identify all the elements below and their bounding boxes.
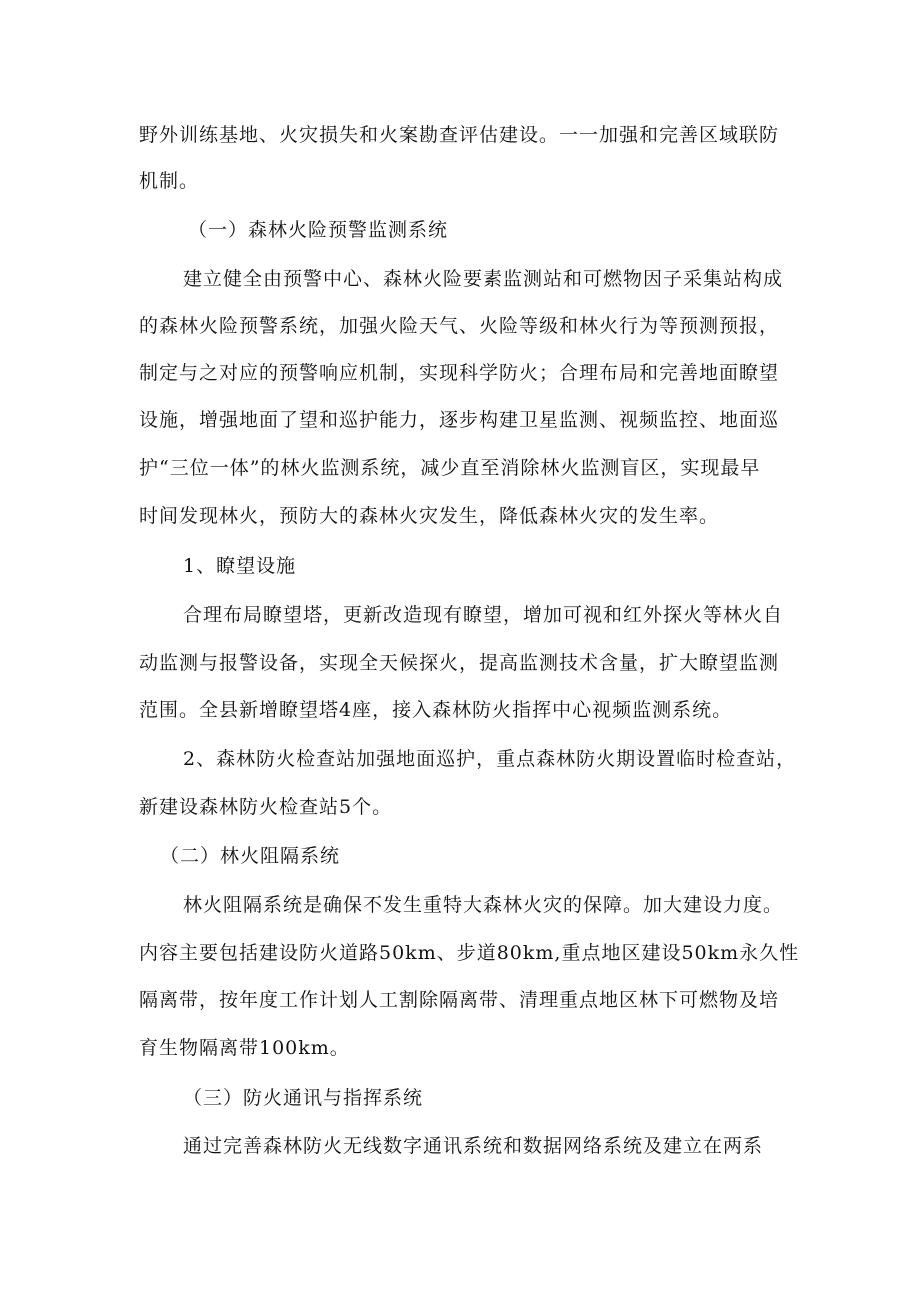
paragraph-line: 建立健全由预警中心、森林火险要素监测站和可燃物因子采集站构成 bbox=[183, 268, 784, 290]
paragraph-line: 通过完善森林防火无线数字通讯系统和数据网络系统及建立在两系 bbox=[183, 1135, 764, 1157]
paragraph-line: 育生物隔离带100km。 bbox=[139, 1037, 350, 1059]
section-heading-2: （二）林火阻隔系统 bbox=[160, 845, 341, 867]
paragraph-line: 内容主要包括建设防火道路50km、步道80km,重点地区建设50km永久性 bbox=[139, 942, 800, 964]
paragraph-line: 新建设森林防火检查站5个。 bbox=[139, 796, 393, 818]
subsection-heading: 1、瞭望设施 bbox=[183, 555, 297, 577]
paragraph-line: 2、森林防火检查站加强地面巡护，重点森林防火期设置临时检查站， bbox=[183, 748, 797, 770]
paragraph-line: 范围。全县新增瞭望塔4座，接入森林防火指挥中心视频监测系统。 bbox=[139, 699, 733, 721]
paragraph-line: 野外训练基地、火灾损失和火案勘查评估建设。一一加强和完善区域联防 bbox=[139, 124, 780, 146]
paragraph-line: 制定与之对应的预警响应机制，实现科学防火；合理布局和完善地面瞭望 bbox=[139, 362, 780, 384]
paragraph-line: 林火阻隔系统是确保不发生重特大森林火灾的保障。加大建设力度。 bbox=[183, 894, 784, 916]
paragraph-line: 合理布局瞭望塔，更新改造现有瞭望，增加可视和红外探火等林火自 bbox=[183, 604, 784, 626]
paragraph-line: 设施，增强地面了望和巡护能力，逐步构建卫星监测、视频监控、地面巡 bbox=[139, 409, 780, 431]
paragraph-line: 动监测与报警设备，实现全天候探火，提高监测技术含量，扩大瞭望监测 bbox=[139, 652, 780, 674]
paragraph-line: 的森林火险预警系统，加强火险天气、火险等级和林火行为等预测预报， bbox=[139, 315, 780, 337]
section-heading-1: （一）森林火险预警监测系统 bbox=[188, 219, 449, 241]
paragraph-line: 护“三位一体”的林火监测系统，减少直至消除林火监测盲区，实现最早 bbox=[139, 457, 761, 479]
paragraph-line: 时间发现林火，预防大的森林火灾发生，降低森林火灾的发生率。 bbox=[139, 505, 720, 527]
section-heading-3: （三）防火通讯与指挥系统 bbox=[183, 1087, 424, 1109]
paragraph-line: 隔离带，按年度工作计划人工割除隔离带、清理重点地区林下可燃物及培 bbox=[139, 989, 780, 1011]
paragraph-line: 机制。 bbox=[139, 170, 200, 192]
